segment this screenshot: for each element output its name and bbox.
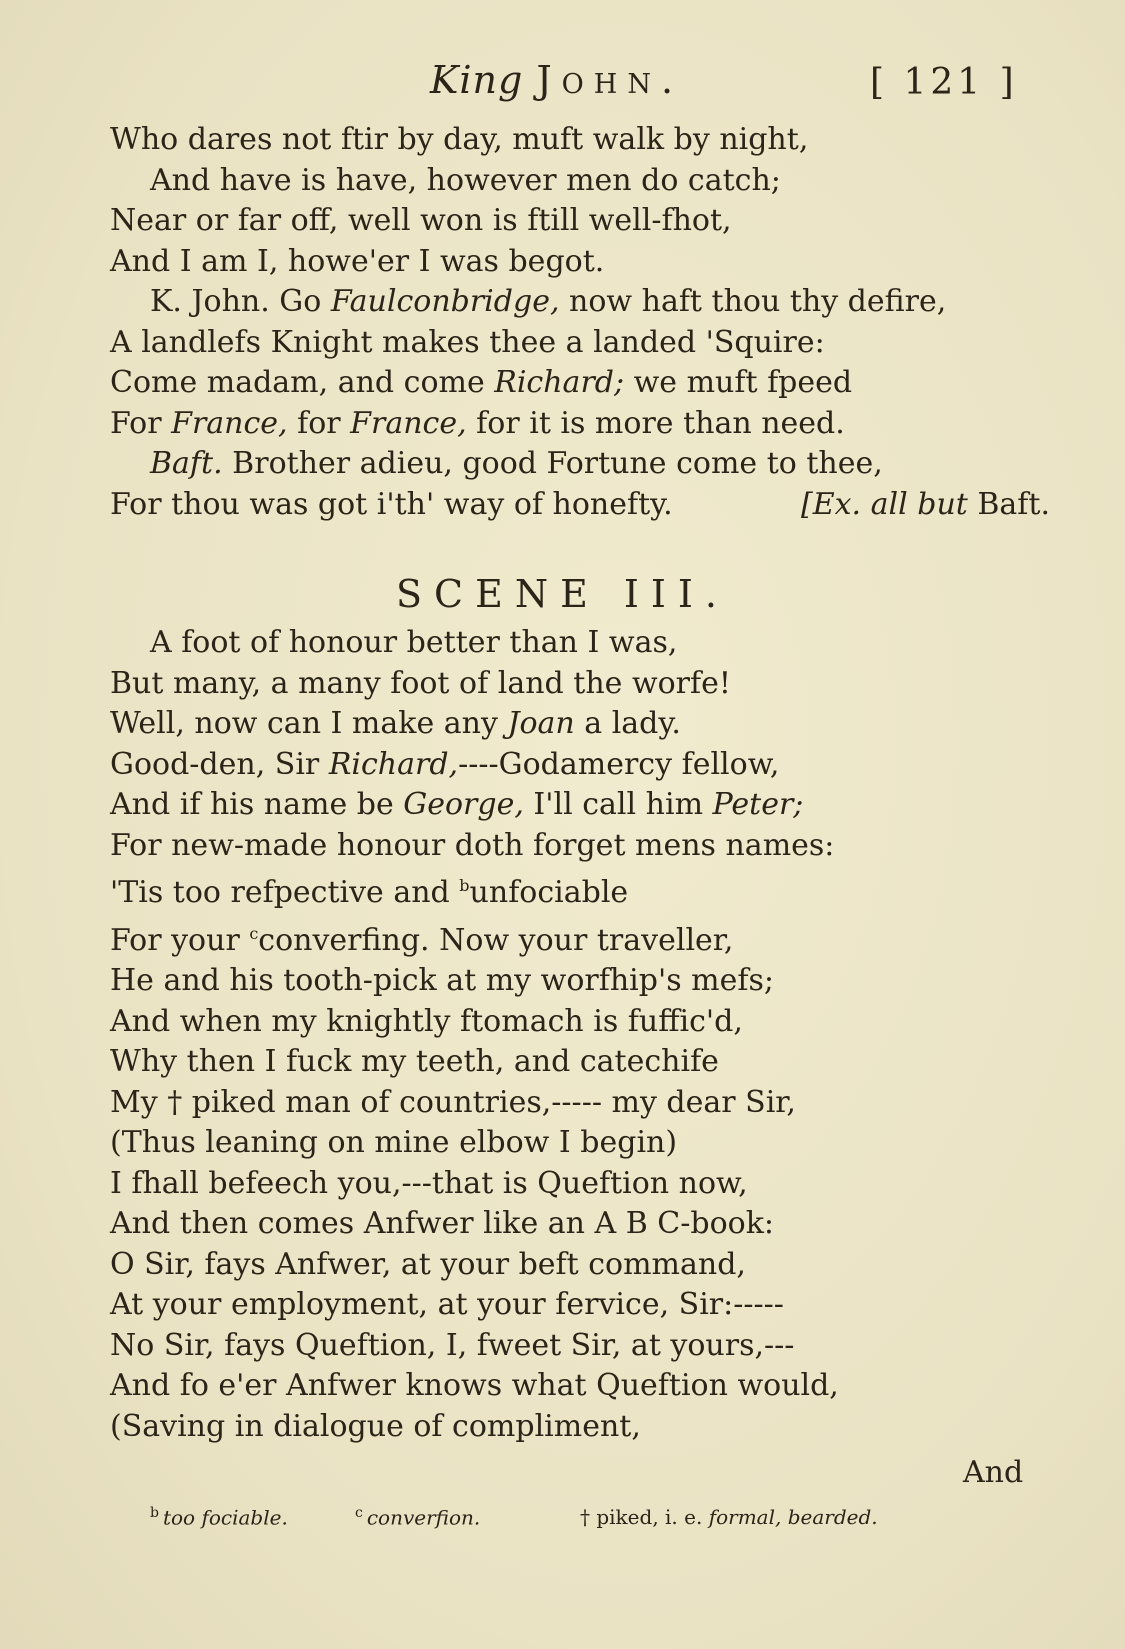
verse-text: 'Tis too refpective and [110, 875, 460, 910]
footnote-c [355, 1505, 480, 1530]
stage-direction-italic: [Ex. all but [801, 486, 968, 522]
footnote-b [150, 1505, 288, 1530]
verse-line: A foot of honour better than I was, [150, 625, 678, 660]
verse-line: (Thus leaning on mine elbow I begin) [110, 1125, 678, 1160]
verse-line: No Sir, fays Queftion, I, fweet Sir, at yours,--- [110, 1327, 795, 1363]
verse-line [110, 363, 1010, 404]
verse-line [110, 785, 1010, 826]
speaker-kjohn: K. John. [150, 284, 270, 319]
scene-heading: SCENE III. [395, 572, 730, 616]
footnote-marker-b: b [459, 876, 470, 895]
running-title [430, 58, 683, 102]
verse-line: For new-made honour doth forget mens names: [110, 827, 835, 863]
verse-line: A landlefs Knight makes thee a landed 'Squire: [110, 324, 825, 360]
verse-line [110, 404, 1010, 445]
running-title-john: John. [536, 58, 684, 102]
verse-text: Go [269, 284, 331, 319]
verse-line: And have is have, however men do catch; [150, 162, 781, 198]
verse-text: a lady. [574, 706, 681, 741]
page-number: [ 121 ] [870, 62, 1018, 103]
verse-line: (Saving in dialogue of compliment, [110, 1408, 641, 1444]
proper-name: Faulconbridge, [330, 284, 560, 319]
footnote-italic: formal, bearded. [702, 1505, 878, 1529]
verse-line: And then comes Anfwer like an A B C-book: [110, 1206, 774, 1241]
verse-line [110, 914, 1010, 962]
footnote-dagger [580, 1505, 878, 1529]
verse-line [110, 485, 1050, 526]
verse-text: And if his name be [110, 787, 404, 822]
catchword: And [963, 1455, 1024, 1490]
stage-direction [801, 485, 1050, 526]
verse-text: converfing. Now your traveller, [258, 922, 734, 958]
verse-text: now haft thou thy defire, [559, 284, 947, 319]
verse-text: For thou was got i'th' way of honefty. [110, 486, 673, 522]
footnote-text: † piked, i. e. [580, 1505, 703, 1529]
speech-kjohn [110, 282, 1010, 323]
verse-line [110, 745, 1010, 786]
verse-text: Well, now can I make any [110, 706, 508, 741]
verse-line: Why then I fuck my teeth, and catechife [110, 1044, 719, 1079]
verse-text: we muft fpeed [624, 365, 853, 400]
footnote-text: converfion. [366, 1505, 481, 1530]
verse-line: O Sir, fays Anfwer, at your beft command, [110, 1246, 746, 1282]
verse-text: for it is more than need. [466, 405, 845, 441]
stage-direction-name: Baft. [967, 486, 1050, 522]
verse-line: Who dares not ftir by day, muft walk by night, [110, 122, 809, 157]
proper-name: France, [171, 405, 288, 441]
verse-text: for [287, 405, 351, 441]
verse-block-upper [110, 120, 1050, 525]
proper-name: Richard, [328, 746, 459, 782]
proper-name: Peter; [712, 787, 804, 822]
footnote-marker-c: c [249, 923, 259, 943]
verse-line: I fhall befeech you,---that is Queftion now, [110, 1165, 748, 1201]
verse-line: And when my knightly ftomach is fuffic'd, [110, 1003, 743, 1039]
verse-line [110, 866, 1010, 914]
verse-text: I'll call him [523, 787, 713, 822]
verse-text: unfociable [469, 875, 629, 910]
verse-text: For [110, 405, 172, 441]
verse-line: Near or far off, well won is ftill well-fhot, [110, 203, 732, 238]
verse-text: For your [110, 922, 250, 958]
speaker-bastard: Baft. [150, 446, 223, 481]
verse-line: But many, a many foot of land the worfe! [110, 665, 731, 701]
verse-text: ----Godamercy fellow, [458, 746, 780, 782]
running-title-king: King [430, 58, 524, 102]
footnote-mark: c [355, 1505, 363, 1521]
verse-text: Brother adieu, good Fortune come to thee, [222, 446, 883, 481]
proper-name: George, [403, 787, 524, 822]
verse-text: Come madam, and come [110, 365, 495, 400]
verse-line: And fo e'er Anfwer knows what Queftion would, [110, 1368, 839, 1403]
verse-line: At your employment, at your fervice, Sir:----- [110, 1287, 784, 1322]
proper-name: Richard; [494, 365, 625, 400]
footnote-mark: b [150, 1505, 159, 1521]
verse-line: And I am I, howe'er I was begot. [110, 243, 605, 279]
footnote-text: too fociable. [162, 1505, 288, 1530]
verse-line [110, 704, 1010, 745]
verse-line: He and his tooth-pick at my worfhip's mefs; [110, 963, 774, 998]
verse-text: Good-den, Sir [110, 746, 329, 782]
verse-line: My † piked man of countries,----- my dear Sir, [110, 1084, 796, 1120]
proper-name: France, [350, 405, 467, 441]
proper-name: Joan [507, 706, 575, 741]
speech-bastard [110, 444, 1010, 485]
verse-block-scene [110, 623, 1010, 1447]
